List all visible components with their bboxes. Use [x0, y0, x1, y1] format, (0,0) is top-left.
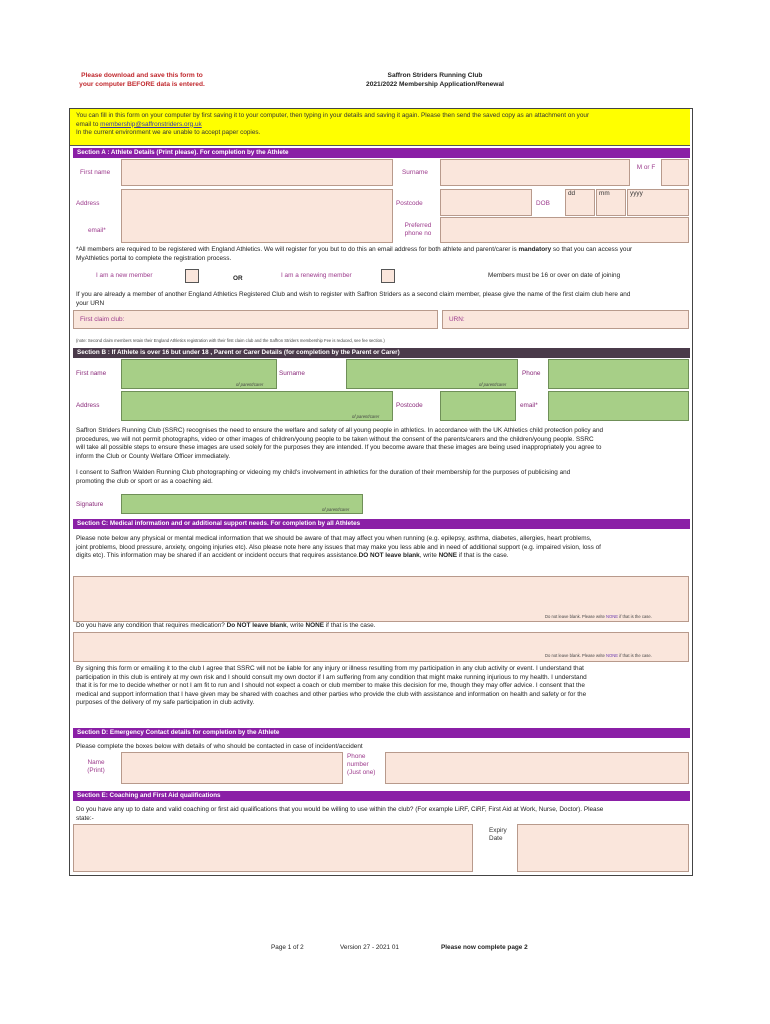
medication-small-note	[545, 653, 652, 658]
medical-small-note-prefix: Do not leave blank. Please write	[545, 614, 606, 619]
qualifications-line2: state:-	[76, 814, 94, 822]
page-number: Page 1 of 2	[271, 944, 304, 951]
athlete-first-name-field[interactable]	[121, 159, 393, 186]
dob-label: DOB	[536, 200, 550, 207]
second-claim-text	[76, 291, 690, 308]
intro-line1: You can fill in this form on your computer by first saving it to your computer, then typing in your details and saving it again. Please then send the saved copy as an attachment on your	[76, 112, 590, 119]
athlete-phone-field[interactable]	[440, 217, 689, 243]
photo-policy-line4: inform the Club or County Welfare Officer immediately.	[76, 452, 231, 460]
registration-note-line2: MyAthletics portal to complete the registration process.	[76, 254, 232, 262]
qualifications-text	[76, 806, 692, 823]
qualifications-line1: Do you have any up to date and valid coaching or first aid qualifications that you would be willing to use within the club? (For example LiRF, CiRF, First Aid at Work, Nurse, Doctor). Please	[76, 806, 604, 813]
parent-phone-label: Phone	[522, 370, 541, 377]
parent-postcode-label: Postcode	[396, 402, 423, 409]
emergency-phone-field[interactable]	[385, 752, 689, 784]
emergency-name-field[interactable]	[121, 752, 343, 784]
form-title-text: 2021/2022 Membership Application/Renewal	[366, 81, 504, 88]
parent-email-field[interactable]	[548, 391, 689, 421]
parent-address-label: Address	[76, 402, 100, 409]
gender-field[interactable]	[661, 159, 689, 186]
emergency-number-text: number	[347, 761, 369, 768]
expiry-date-field[interactable]	[517, 824, 689, 872]
surname-parent-caption: of parent/carer	[479, 382, 507, 387]
liability-line5: purposes of the delivery of my safe participation in club activity.	[76, 699, 255, 707]
emergency-phone-label	[347, 753, 383, 777]
first-claim-club-field[interactable]	[73, 310, 438, 329]
version-label: Version 27 - 2021 01	[340, 944, 399, 951]
photo-policy-text	[76, 427, 692, 461]
parent-first-name-label: First name	[76, 370, 107, 377]
photo-policy-line1: Saffron Striders Running Club (SSRC) recognises the need to ensure the welfare and safety of all young people in athletics. In accordance with the UK Athletics child protection policy and	[76, 427, 604, 434]
dob-mm-label: mm	[599, 190, 610, 197]
first-claim-club-label: First claim club:	[80, 316, 125, 323]
intro-line3: In the current environment we are unable to accept paper copies.	[76, 129, 261, 137]
parent-postcode-field[interactable]	[440, 391, 516, 421]
medication-dnlb: Do NOT leave blank	[226, 622, 287, 629]
section-b-heading: Section B : If Athlete is over 16 but under 18 , Parent or Carer Details (for completion by the Parent or Carer)	[73, 348, 690, 358]
section-e-heading: Section E: Coaching and First Aid qualifications	[73, 791, 690, 801]
renewing-member-checkbox[interactable]	[381, 269, 395, 283]
emergency-print-text: (Print)	[87, 767, 105, 774]
second-claim-fee-note: (note: Second claim members retain their England Athletics registration with their first claim club and the Saffron Striders membership Fee is reduced, see fee section.)	[76, 338, 385, 343]
medication-question-text: Do you have any condition that requires medication?	[76, 622, 227, 629]
or-label: OR	[233, 275, 243, 282]
medication-question	[76, 622, 375, 631]
date-text: Date	[489, 835, 503, 842]
section-a-heading: Section A : Athlete Details (Print please). For completion by the Athlete	[73, 148, 690, 158]
medical-info-line1: Please note below any physical or mental medical information that we should be aware of that may affect you when running (e.g. epilepsy, asthma, diabetes, allergies, heart problems,	[76, 535, 592, 542]
m-or-f-label: M or F	[636, 164, 656, 171]
second-claim-line1: If you are already a member of another England Athletics Registered Club and wish to register with Saffron Striders as a second claim member, please give the name of the first claim club here and	[76, 291, 631, 298]
photo-consent-line2: promoting the club or sport or as a coaching aid.	[76, 477, 213, 485]
medication-none: NONE	[305, 622, 324, 629]
emergency-name-text: Name	[87, 759, 105, 766]
photo-policy-line2: procedures, we will not permit photographs, video or other images of children/young people to be taken without the consent of the parents/carers and the children/young people. SSRC	[76, 435, 594, 443]
first-name-parent-caption: of parent/carer	[236, 382, 264, 387]
save-warning-line1: Please download and save this form to	[81, 72, 203, 79]
athlete-address-label: Address	[76, 200, 100, 207]
medical-info-line3: digits etc). This information may be shared if an accident or incident occurs that requires assistance.	[76, 552, 359, 560]
second-claim-line2: your URN	[76, 299, 105, 307]
photo-policy-line3: will take all possible steps to ensure these images are used solely for the purposes they are intended. If you become aware that these images are being used inappropriately you agree to	[76, 444, 602, 452]
liability-line2: participation in this club is entirely at my own risk and I should consult my own doctor if I am suffering from any condition that might make running injurious to my health. I understand	[76, 673, 587, 681]
medical-info-case: if that is the case.	[457, 552, 509, 560]
medical-info-none: NONE	[438, 552, 458, 560]
urn-field[interactable]	[442, 310, 689, 329]
form-title	[330, 71, 540, 89]
emergency-phone-text: Phone	[347, 753, 366, 760]
parent-email-label: email*	[520, 402, 538, 409]
liability-line3: that it is for me to decide whether or not I am fit to run and I should not expect a coach or club member to make this decision for me, though they may offer advice. I consent that the	[76, 682, 585, 690]
expiry-text: Expiry	[489, 827, 507, 834]
parent-phone-field[interactable]	[548, 359, 689, 389]
age-note: Members must be 16 or over on date of joining	[488, 272, 621, 279]
medical-small-note-none: NONE	[606, 614, 619, 619]
photo-consent-text	[76, 469, 692, 486]
section-c-heading: Section C: Medical information and or additional support needs. For completion by all Athletes	[73, 519, 690, 529]
registration-note-bold: mandatory	[518, 246, 552, 253]
emergency-contact-text: Please complete the boxes below with details of who should be contacted in case of incident/accident	[76, 743, 363, 750]
liability-line4: medical and support information that I have given may be shared with coaches and other parties who provide the club with assistance and information on health and safety or for the	[76, 690, 587, 698]
urn-label: URN:	[449, 316, 465, 323]
expiry-date-label	[489, 827, 507, 843]
next-page-note: Please now complete page 2	[441, 944, 528, 951]
new-member-label: I am a new member	[96, 272, 153, 279]
medical-info-line2: joint problems, blood pressure, anxiety, ongoing injuries etc). Also please note here any issues that may make you less able and in need of additional support (e.g. impaired vision, loss of	[76, 543, 601, 551]
medication-write: , write	[286, 622, 306, 629]
registration-note-part1: *All members are required to be registered with England Athletics. We will register for you but to do this an email address for both athlete and parent/carer is	[76, 246, 519, 253]
photo-consent-line1: I consent to Saffron Walden Running Club photographing or videoing my child's involvement in athletics for the duration of their membership for the purposes of publicising and	[76, 469, 571, 476]
club-name: Saffron Striders Running Club	[387, 72, 483, 79]
intro-box	[70, 109, 690, 146]
emergency-name-label	[73, 759, 119, 775]
dob-yyyy-label: yyyy	[630, 190, 643, 197]
qualifications-field[interactable]	[73, 824, 473, 872]
registration-note	[76, 246, 690, 263]
medication-small-note-suffix: if that is the case.	[618, 653, 652, 658]
liability-consent-text	[76, 665, 692, 708]
medication-case: if that is the case.	[323, 622, 376, 629]
medical-small-note-suffix: if that is the case.	[618, 614, 652, 619]
liability-line1: By signing this form or emailing it to the club I agree that SSRC will not be liable for any injury or illness resulting from my participation in any club activity or event. I understand that	[76, 665, 584, 672]
address-parent-caption: of parent/carer	[352, 414, 380, 419]
athlete-address-field[interactable]	[121, 189, 393, 243]
new-member-checkbox[interactable]	[185, 269, 199, 283]
emergency-just-one-text: (Just one)	[347, 769, 376, 776]
athlete-email-label: email*	[88, 227, 106, 234]
medical-small-note	[545, 614, 652, 619]
athlete-postcode-field[interactable]	[440, 189, 532, 216]
medication-small-note-prefix: Do not leave blank. Please write	[545, 653, 606, 658]
medical-info-text	[76, 535, 692, 561]
save-warning-line2: your computer BEFORE data is entered.	[79, 81, 205, 88]
registration-note-part2: so that you can access your	[551, 246, 633, 253]
dob-dd-label: dd	[568, 190, 576, 197]
medication-small-note-none: NONE	[606, 653, 619, 658]
signature-parent-caption: of parent/carer	[322, 507, 350, 512]
intro-line2-prefix: email to	[76, 120, 101, 128]
save-warning	[62, 71, 222, 89]
athlete-surname-label: Surname	[402, 169, 428, 176]
parent-surname-label: Surname	[279, 370, 305, 377]
section-d-heading: Section D: Emergency Contact details for completion by the Athlete	[73, 728, 690, 738]
athlete-first-name-label: First name	[80, 169, 111, 176]
preferred-phone-label: Preferred phone no	[404, 222, 432, 237]
membership-email-link[interactable]: membership@saffronstriders.org.uk	[100, 120, 202, 128]
renewing-member-label: I am a renewing member	[281, 272, 352, 279]
athlete-surname-field[interactable]	[440, 159, 630, 186]
athlete-postcode-label: Postcode	[396, 200, 423, 207]
medical-info-dnlb: DO NOT leave blank	[358, 552, 420, 560]
medical-info-write: , write	[419, 552, 439, 560]
signature-label: Signature	[76, 501, 104, 508]
